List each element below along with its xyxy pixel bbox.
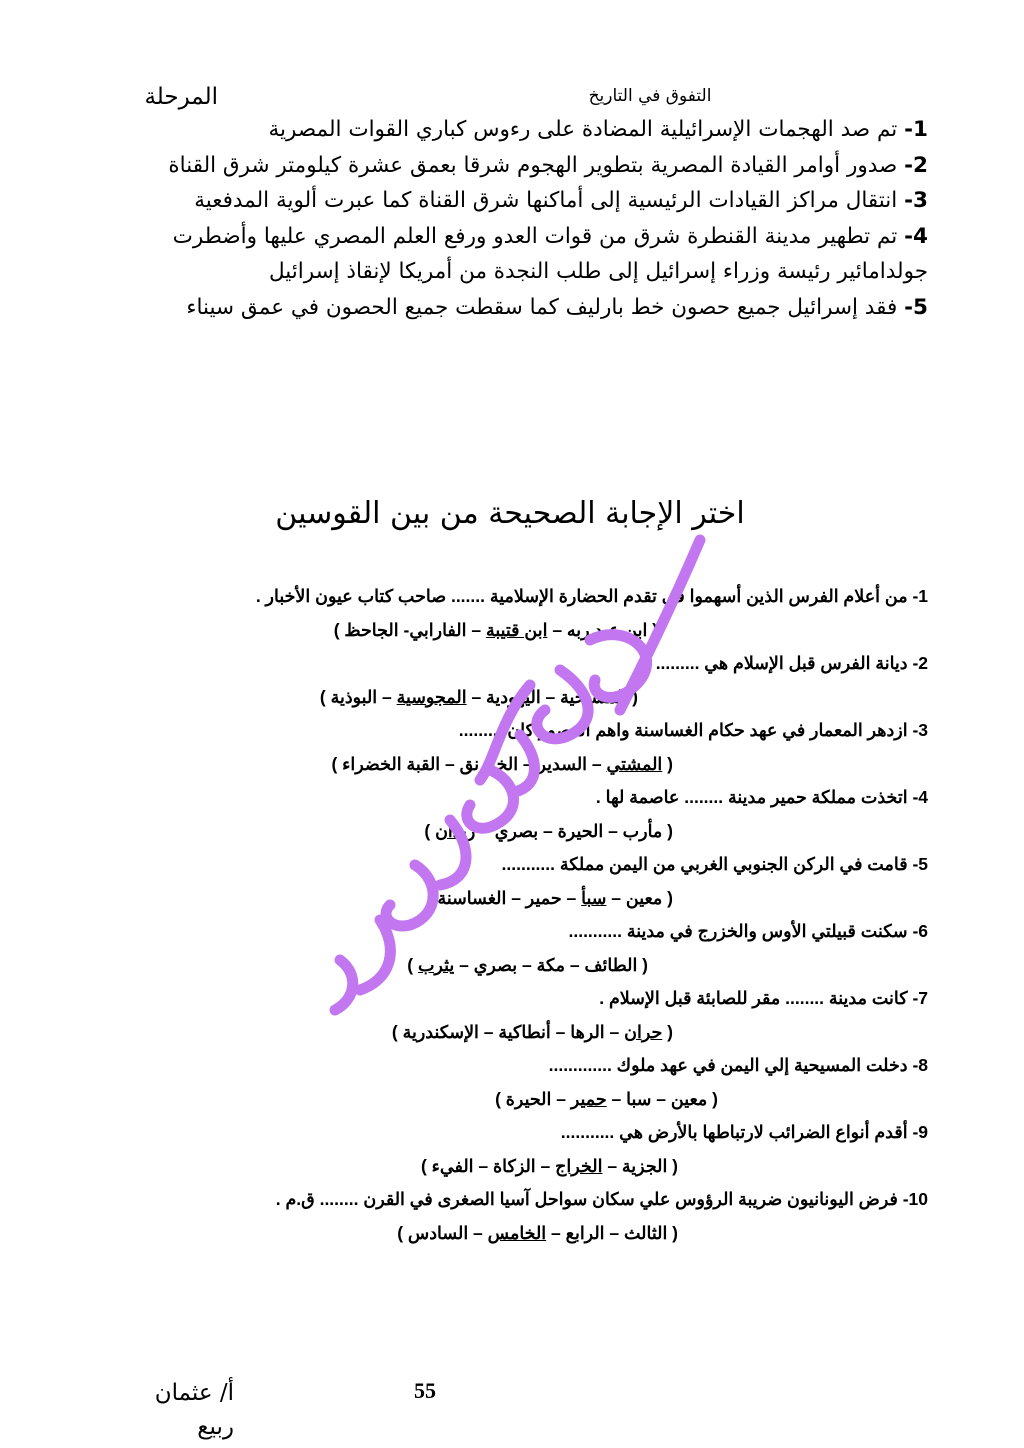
header-stage: المرحلة [144, 84, 218, 110]
option-text: ( معين – [606, 888, 673, 908]
question-6-options [108, 948, 928, 982]
question-7: 7- كانت مدينة ........ مقر للصابئة قبل الإسلام . [599, 988, 928, 1008]
questions-list [108, 580, 928, 1250]
option-text: – الرها – أنطاكية – الإسكندرية ) [391, 1022, 625, 1042]
question-3: 3- ازدهر المعمار في عهد حكام الغساسنة واهم القصور كان ......... [458, 720, 928, 740]
question-9-options [108, 1149, 928, 1183]
option-text: – السدير – الخورنق – القبة الخضراء ) [331, 754, 607, 774]
correct-answer: ريدان [435, 821, 476, 841]
question-1-options [108, 613, 928, 647]
option-text: ) [424, 821, 436, 841]
correct-answer: المشتي [606, 754, 663, 774]
point-3: 3- انتقال مراكز القيادات الرئيسية إلى أماكنها شرق القناة كما عبرت ألوية المدفعية [194, 188, 928, 214]
option-text: ( الجزية – [602, 1156, 678, 1176]
correct-answer: حران [624, 1022, 663, 1042]
point-2: 2- صدور أوامر القيادة المصرية بتطوير الهجوم شرقا بعمق عشرة كيلومتر شرق القناة [168, 152, 928, 178]
option-text: ( المسيحية – اليهودية – [466, 687, 638, 707]
correct-answer: الخامس [487, 1223, 547, 1243]
page-number: 55 [414, 1378, 436, 1403]
footer-author: أ/ عثمان ربيع [154, 1380, 234, 1440]
question-10-options [108, 1216, 928, 1250]
option-text: – الحيرة ) [495, 1089, 571, 1109]
option-text: ) [407, 955, 418, 975]
question-9: 9- أقدم أنواع الضرائب لارتباطها بالأرض هي ........... [560, 1122, 928, 1142]
question-1: 1- من أعلام الفرس الذين أسهموا في تقدم الحضارة الإسلامية ....... صاحب كتاب عيون الأخبار . [255, 586, 928, 606]
option-text: ( ابن عبد ربه – [547, 620, 658, 640]
question-2-options [108, 680, 928, 714]
correct-answer: سبأ [581, 888, 607, 908]
option-text: ( مأرب – الحيرة – بصري – [475, 821, 673, 841]
section-heading: اختر الإجابة الصحيحة من بين القوسين [275, 496, 745, 531]
correct-answer: الخراج [555, 1156, 603, 1176]
point-4: 4- تم تطهير مدينة القنطرة شرق من قوات العدو ورفع العلم المصري عليها وأضطرت جولدامائير رئيسة وزراء إسرائيل إلى طلب النجدة من أمريكا لإنقاذ إسرائيل [172, 223, 928, 285]
question-5-options [108, 881, 928, 915]
option-text: – حمير – الغساسنة ) [426, 888, 582, 908]
option-text: ( الطائف – مكة – بصري – [454, 955, 648, 975]
option-text: ( الثالث – الرابع – [546, 1223, 678, 1243]
question-10: 10- فرض اليونانيون ضريبة الرؤوس علي سكان سواحل آسيا الصغرى في القرن ........ ق.م . [275, 1189, 928, 1209]
question-3-options [108, 747, 928, 781]
point-1: 1- تم صد الهجمات الإسرائيلية المضادة على رءوس كباري القوات المصرية [268, 117, 928, 142]
correct-answer: ابن قتيبة [485, 620, 548, 640]
option-text: ( [662, 1022, 673, 1042]
option-text: – البوذية ) [319, 687, 397, 707]
question-7-options [108, 1015, 928, 1049]
point-5: 5- فقد إسرائيل جميع حصون خط بارليف كما سقطت جميع الحصون في عمق سيناء [186, 294, 928, 320]
question-8-options [108, 1082, 928, 1116]
question-2: 2- ديانة الفرس قبل الإسلام هي ......... [655, 653, 928, 673]
question-6: 6- سكنت قبيلتي الأوس والخزرج في مدينة ........... [568, 921, 928, 941]
top-points [108, 112, 928, 326]
question-4: 4- اتخذت مملكة حمير مدينة ........ عاصمة لها . [595, 787, 928, 807]
option-text: – الزكاة – الفيء ) [420, 1156, 556, 1176]
option-text: – الفارابي- الجاحظ ) [333, 620, 486, 640]
question-8: 8- دخلت المسيحية إلي اليمن في عهد ملوك ............. [548, 1055, 928, 1075]
option-text: ( [662, 754, 673, 774]
question-4-options [108, 814, 928, 848]
option-text: – السادس ) [397, 1223, 488, 1243]
correct-answer: يثرب [417, 955, 455, 975]
correct-answer: المجوسية [396, 687, 467, 707]
correct-answer: حمير [570, 1089, 607, 1109]
question-5: 5- قامت في الركن الجنوبي الغربي من اليمن مملكة ........... [501, 854, 928, 874]
header-title: التفوق في التاريخ [588, 86, 712, 106]
option-text: ( معين – سبا – [606, 1089, 718, 1109]
